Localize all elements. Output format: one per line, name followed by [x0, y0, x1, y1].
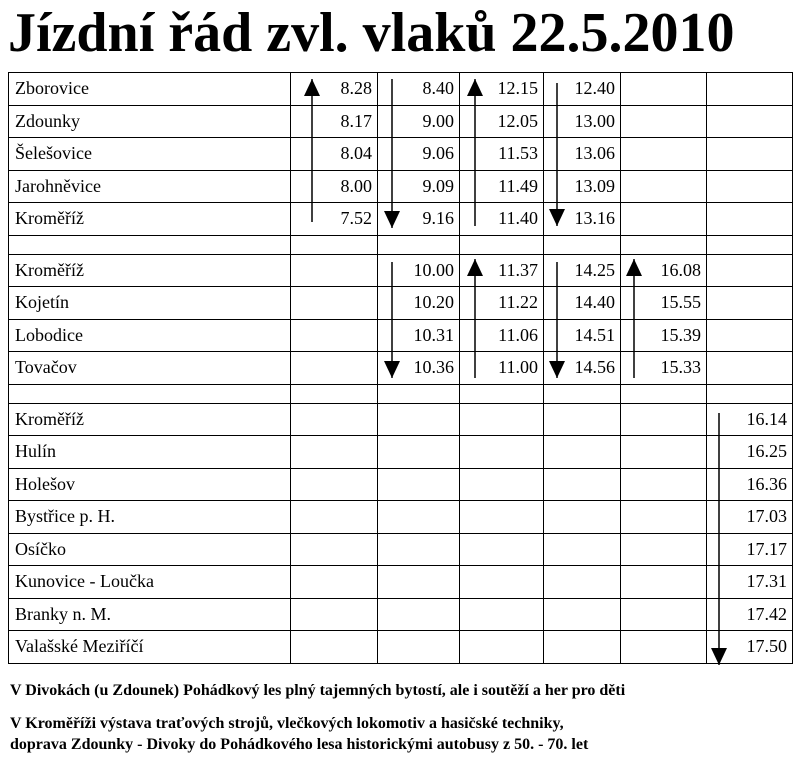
station-name: Holešov — [9, 468, 291, 501]
departure-time — [291, 319, 378, 352]
table-row — [9, 631, 793, 664]
departure-time — [460, 436, 544, 469]
departure-time: 13.06 — [544, 138, 621, 171]
departure-time: 14.25 — [544, 254, 621, 287]
departure-time: 17.42 — [707, 598, 793, 631]
departure-time: 13.16 — [544, 203, 621, 236]
departure-time — [707, 138, 793, 171]
departure-time: 16.36 — [707, 468, 793, 501]
table-row — [9, 254, 793, 287]
station-name: Lobodice — [9, 319, 291, 352]
timetable — [8, 72, 793, 664]
departure-time: 12.15 — [460, 73, 544, 106]
departure-time — [621, 598, 707, 631]
departure-time — [291, 468, 378, 501]
departure-time — [621, 501, 707, 534]
departure-time: 9.16 — [378, 203, 460, 236]
table-row — [9, 170, 793, 203]
departure-time — [460, 598, 544, 631]
table-row — [9, 598, 793, 631]
departure-time: 11.37 — [460, 254, 544, 287]
separator-row — [9, 235, 793, 254]
page-title: Jízdní řád zvl. vlaků 22.5.2010 — [8, 2, 735, 64]
departure-time — [378, 631, 460, 664]
departure-time: 13.00 — [544, 105, 621, 138]
table-row — [9, 203, 793, 236]
departure-time: 12.05 — [460, 105, 544, 138]
departure-time: 9.00 — [378, 105, 460, 138]
departure-time — [291, 403, 378, 436]
departure-time: 10.36 — [378, 352, 460, 385]
departure-time: 15.33 — [621, 352, 707, 385]
station-name: Zdounky — [9, 105, 291, 138]
departure-time — [544, 468, 621, 501]
table-row — [9, 105, 793, 138]
departure-time — [621, 138, 707, 171]
departure-time — [707, 254, 793, 287]
departure-time — [291, 631, 378, 664]
station-name: Jarohněvice — [9, 170, 291, 203]
table-row — [9, 436, 793, 469]
table-row — [9, 501, 793, 534]
departure-time — [621, 566, 707, 599]
departure-time — [707, 287, 793, 320]
departure-time — [460, 403, 544, 436]
departure-time — [544, 403, 621, 436]
departure-time — [621, 170, 707, 203]
table-row — [9, 352, 793, 385]
station-name: Bystřice p. H. — [9, 501, 291, 534]
departure-time — [621, 631, 707, 664]
departure-time: 16.08 — [621, 254, 707, 287]
departure-time: 16.14 — [707, 403, 793, 436]
departure-time — [544, 631, 621, 664]
departure-time — [291, 352, 378, 385]
departure-time — [621, 533, 707, 566]
departure-time: 8.40 — [378, 73, 460, 106]
departure-time — [378, 566, 460, 599]
departure-time — [291, 287, 378, 320]
departure-time — [707, 170, 793, 203]
separator-row — [9, 384, 793, 403]
table-row — [9, 566, 793, 599]
departure-time — [378, 501, 460, 534]
departure-time: 8.28 — [291, 73, 378, 106]
station-name: Branky n. M. — [9, 598, 291, 631]
station-name: Zborovice — [9, 73, 291, 106]
departure-time: 11.53 — [460, 138, 544, 171]
departure-time: 17.50 — [707, 631, 793, 664]
departure-time — [544, 598, 621, 631]
departure-time: 17.17 — [707, 533, 793, 566]
departure-time — [621, 203, 707, 236]
departure-time — [291, 436, 378, 469]
departure-time: 10.20 — [378, 287, 460, 320]
departure-time: 11.00 — [460, 352, 544, 385]
departure-time: 10.31 — [378, 319, 460, 352]
departure-time: 14.56 — [544, 352, 621, 385]
departure-time: 14.40 — [544, 287, 621, 320]
departure-time: 17.03 — [707, 501, 793, 534]
departure-time — [460, 566, 544, 599]
departure-time — [378, 436, 460, 469]
station-name: Kroměříž — [9, 403, 291, 436]
note-fairytale-forest: V Divokách (u Zdounek) Pohádkový les plný tajemných bytostí, ale i soutěží a her pro děti — [10, 682, 626, 699]
station-name: Osíčko — [9, 533, 291, 566]
departure-time — [378, 533, 460, 566]
departure-time: 9.06 — [378, 138, 460, 171]
departure-time: 16.25 — [707, 436, 793, 469]
station-name: Kojetín — [9, 287, 291, 320]
departure-time — [707, 105, 793, 138]
departure-time — [544, 501, 621, 534]
departure-time: 8.17 — [291, 105, 378, 138]
table-row — [9, 403, 793, 436]
station-name: Šelešovice — [9, 138, 291, 171]
departure-time — [621, 105, 707, 138]
station-name: Valašské Meziříčí — [9, 631, 291, 664]
departure-time — [378, 403, 460, 436]
departure-time: 8.00 — [291, 170, 378, 203]
departure-time — [707, 73, 793, 106]
departure-time — [621, 403, 707, 436]
station-name: Tovačov — [9, 352, 291, 385]
departure-time: 14.51 — [544, 319, 621, 352]
departure-time — [707, 203, 793, 236]
table-row — [9, 533, 793, 566]
departure-time: 9.09 — [378, 170, 460, 203]
departure-time — [460, 533, 544, 566]
departure-time: 11.40 — [460, 203, 544, 236]
departure-time: 12.40 — [544, 73, 621, 106]
departure-time: 7.52 — [291, 203, 378, 236]
departure-time — [291, 566, 378, 599]
departure-time — [544, 436, 621, 469]
departure-time — [621, 73, 707, 106]
station-name: Kroměříž — [9, 203, 291, 236]
departure-time: 10.00 — [378, 254, 460, 287]
table-row — [9, 287, 793, 320]
table-row — [9, 138, 793, 171]
departure-time — [291, 533, 378, 566]
table-row — [9, 468, 793, 501]
departure-time — [460, 501, 544, 534]
departure-time: 11.06 — [460, 319, 544, 352]
note-exhibition: V Kroměříži výstava traťových strojů, vlečkových lokomotiv a hasičské techniky, — [10, 715, 564, 732]
departure-time — [544, 566, 621, 599]
departure-time — [378, 598, 460, 631]
departure-time — [707, 319, 793, 352]
departure-time: 8.04 — [291, 138, 378, 171]
departure-time: 11.49 — [460, 170, 544, 203]
departure-time — [621, 436, 707, 469]
departure-time — [291, 254, 378, 287]
station-name: Kunovice - Loučka — [9, 566, 291, 599]
departure-time: 13.09 — [544, 170, 621, 203]
departure-time — [544, 533, 621, 566]
departure-time — [460, 631, 544, 664]
departure-time: 11.22 — [460, 287, 544, 320]
station-name: Hulín — [9, 436, 291, 469]
departure-time — [460, 468, 544, 501]
departure-time — [291, 501, 378, 534]
table-row — [9, 73, 793, 106]
note-bus-transport: doprava Zdounky - Divoky do Pohádkového lesa historickými autobusy z 50. - 70. let — [10, 736, 589, 753]
station-name: Kroměříž — [9, 254, 291, 287]
departure-time — [378, 468, 460, 501]
table-row — [9, 319, 793, 352]
departure-time — [621, 468, 707, 501]
departure-time — [707, 352, 793, 385]
departure-time: 15.39 — [621, 319, 707, 352]
departure-time — [291, 598, 378, 631]
departure-time: 15.55 — [621, 287, 707, 320]
departure-time: 17.31 — [707, 566, 793, 599]
